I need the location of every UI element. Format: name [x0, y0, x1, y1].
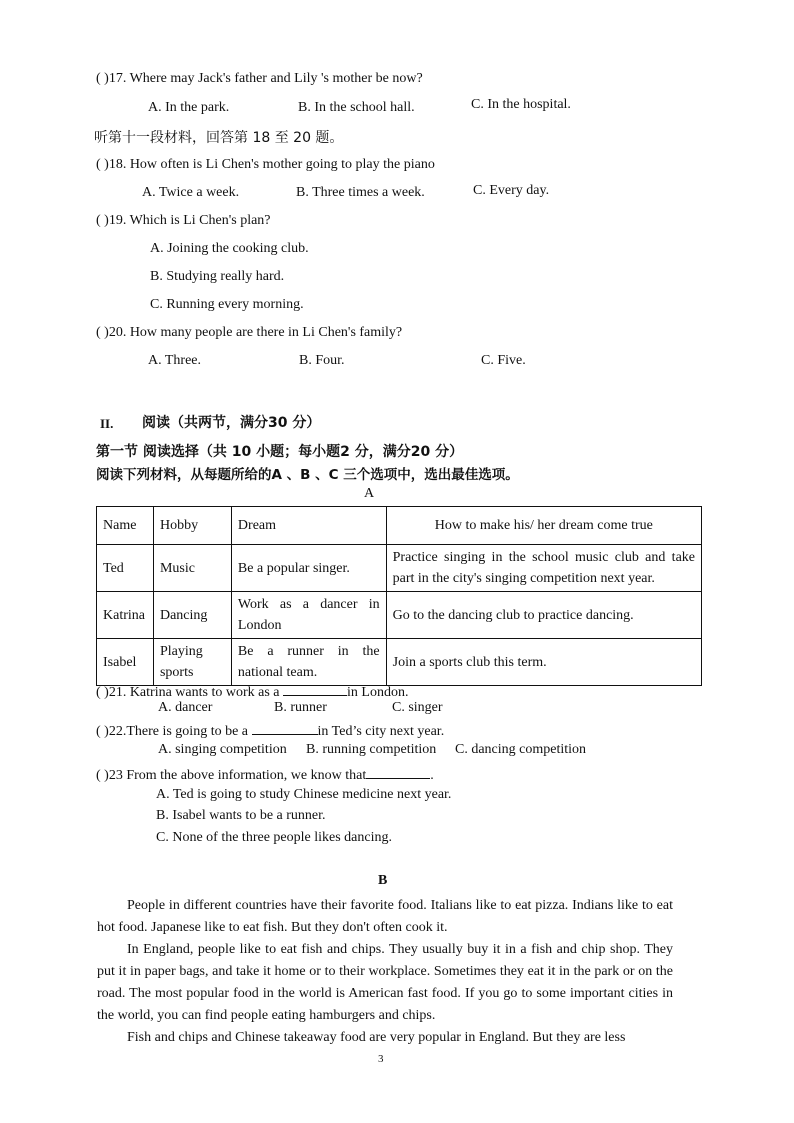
q22-text-before: ( )22.There is going to be a — [96, 724, 252, 739]
table-cell: Be a popular singer. — [231, 545, 386, 592]
q23-option-a: A. Ted is going to study Chinese medicine next year. — [156, 787, 452, 802]
table-cell: Ted — [97, 545, 154, 592]
passage-b-label: B — [378, 873, 388, 888]
q21-option-c: C. singer — [392, 700, 443, 715]
table-header-cell: How to make his/ her dream come true — [386, 507, 701, 545]
q17-option-a: A. In the park. — [148, 100, 230, 115]
dream-table — [96, 506, 702, 686]
table-row — [97, 639, 702, 686]
table-header-row — [97, 507, 702, 545]
part-number: II. — [100, 416, 114, 431]
part-title: 阅读（共两节，满分30 分） — [142, 415, 321, 431]
section-11-instruction: 听第十一段材料，回答第 18 至 20 题。 — [94, 130, 344, 146]
q18-option-b: B. Three times a week. — [296, 185, 425, 200]
passage-b-paragraph-3: Fish and chips and Chinese takeaway food are very popular in England. But they are less — [127, 1030, 626, 1045]
q21-text-before: ( )21. Katrina wants to work as a — [96, 685, 284, 700]
table-row — [97, 545, 702, 592]
question-20: ( )20. How many people are there in Li Chen's family? — [96, 325, 403, 340]
q22-option-c: C. dancing competition — [455, 742, 587, 757]
q17-option-b: B. In the school hall. — [298, 100, 415, 115]
reading-instruction: 阅读下列材料，从每题所给的A 、B 、C 三个选项中，选出最佳选项。 — [96, 467, 519, 483]
q20-option-c: C. Five. — [481, 353, 526, 368]
table-cell: Music — [153, 545, 231, 592]
q17-option-c: C. In the hospital. — [471, 97, 571, 112]
question-19: ( )19. Which is Li Chen's plan? — [96, 213, 271, 228]
q23-blank — [366, 764, 430, 779]
q22-text-after: in Ted’s city next year. — [317, 724, 445, 739]
q19-option-c: C. Running every morning. — [150, 297, 304, 312]
table-cell: Join a sports club this term. — [386, 639, 701, 686]
q22-option-b: B. running competition — [306, 742, 437, 757]
q18-option-a: A. Twice a week. — [142, 185, 240, 200]
question-18: ( )18. How often is Li Chen's mother going to play the piano — [96, 157, 435, 172]
table-cell: Work as a dancer in London — [231, 592, 386, 639]
question-21 — [96, 681, 408, 701]
q22-blank — [252, 720, 318, 735]
q19-option-a: A. Joining the cooking club. — [150, 241, 309, 256]
passage-a-label: A — [364, 486, 375, 501]
table-cell: Katrina — [97, 592, 154, 639]
table-cell: Playing sports — [153, 639, 231, 686]
q23-option-c: C. None of the three people likes dancing. — [156, 830, 392, 845]
table-cell: Be a runner in the national team. — [231, 639, 386, 686]
table-header-cell: Name — [97, 507, 154, 545]
question-22 — [96, 720, 444, 740]
section-1-title: 第一节 阅读选择（共 10 小题；每小题2 分，满分20 分） — [96, 444, 464, 460]
table-cell: Dancing — [153, 592, 231, 639]
q21-text-after: in London. — [347, 685, 409, 700]
q23-option-b: B. Isabel wants to be a runner. — [156, 808, 326, 823]
q20-option-a: A. Three. — [148, 353, 201, 368]
q18-option-c: C. Every day. — [473, 183, 550, 198]
page-number: 3 — [378, 1053, 384, 1065]
q22-option-a: A. singing competition — [158, 742, 287, 757]
q23-text-before: ( )23 From the above information, we know that — [96, 768, 367, 783]
table-cell: Go to the dancing club to practice dancing. — [386, 592, 701, 639]
question-23 — [96, 764, 434, 784]
table-row — [97, 592, 702, 639]
q20-option-b: B. Four. — [299, 353, 345, 368]
table-header-cell: Dream — [231, 507, 386, 545]
question-17: ( )17. Where may Jack's father and Lily 's mother be now? — [96, 71, 423, 86]
passage-b-paragraph-1: People in different countries have their favorite food. Italians like to eat pizza. Indians like to eat hot food. Japanese like to eat fish. But they don't often cook it. — [97, 898, 673, 935]
table-header-cell: Hobby — [153, 507, 231, 545]
q21-option-b: B. runner — [274, 700, 327, 715]
q21-blank — [283, 681, 347, 696]
q21-option-a: A. dancer — [158, 700, 213, 715]
q23-text-after: . — [430, 768, 434, 783]
q19-option-b: B. Studying really hard. — [150, 269, 285, 284]
passage-b-paragraph-2: In England, people like to eat fish and chips. They usually buy it in a fish and chip shop. They put it in paper bags, and take it home or to their workplace. Sometimes they eat it in the park or on the road. The most popular food in the world is American fast food. If you go to some important cities in the world, you can find people eating hamburgers and chips. — [97, 942, 673, 1023]
table-cell: Isabel — [97, 639, 154, 686]
table-cell: Practice singing in the school music club and take part in the city's singing competition next year. — [386, 545, 701, 592]
